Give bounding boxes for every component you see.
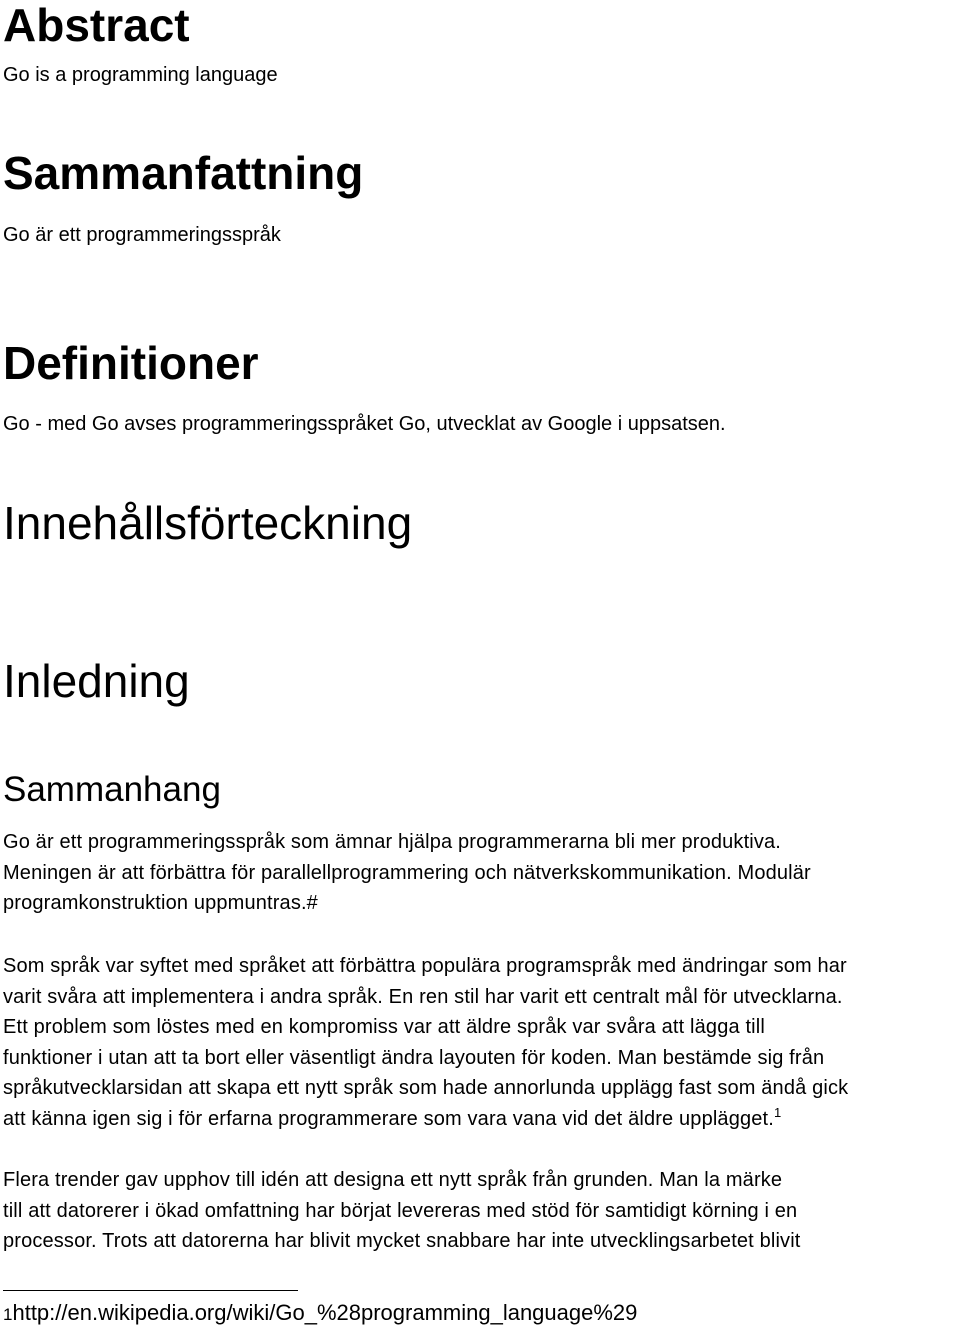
- footnote-reference[interactable]: 1: [773, 1104, 782, 1120]
- footnote-marker: 1: [3, 1305, 13, 1324]
- paragraph-line: att känna igen sig i för erfarna programmerare som vara vana vid det äldre upplägget.: [3, 1107, 774, 1130]
- paragraph-line: Ett problem som löstes med en kompromiss var att äldre språk var svåra att lägga till: [3, 1016, 765, 1038]
- definitioner-heading: Definitioner: [3, 337, 259, 389]
- sammanfattning-text: Go är ett programmeringsspråk: [3, 224, 281, 246]
- sammanhang-paragraph-3: [3, 1165, 958, 1257]
- inledning-heading: Inledning: [3, 655, 190, 707]
- sammanhang-heading: Sammanhang: [3, 770, 221, 809]
- paragraph-line: till att datorerer i ökad omfattning har börjat levereras med stöd för samtidigt körning i en: [3, 1199, 798, 1222]
- sammanhang-paragraph-1: [3, 827, 958, 919]
- toc-heading: Innehållsförteckning: [3, 497, 413, 549]
- sammanhang-paragraph-2: [3, 951, 958, 1134]
- paragraph-line: varit svåra att implementera i andra språk. En ren stil har varit ett centralt mål för utvecklarna.: [3, 985, 843, 1008]
- sammanfattning-heading: Sammanfattning: [3, 147, 364, 199]
- abstract-text: Go is a programming language: [3, 64, 278, 86]
- paragraph-line: Som språk var syftet med språket att förbättra populära programspråk med ändringar som har: [3, 955, 847, 977]
- paragraph-line: språkutvecklarsidan att skapa ett nytt språk som hade annorlunda upplägg fast som ändå gick: [3, 1077, 849, 1099]
- abstract-heading: Abstract: [3, 0, 190, 51]
- paragraph-line: Meningen är att förbättra för parallellprogrammering och nätverkskommunikation. Modulär: [3, 861, 811, 884]
- paragraph-line: processor. Trots att datorerna har blivit mycket snabbare har inte utvecklingsarbetet blivit: [3, 1230, 801, 1252]
- footnote-url[interactable]: http://en.wikipedia.org/wiki/Go_%28programming_language%29: [12, 1300, 638, 1325]
- paragraph-line: Go är ett programmeringsspråk som ämnar hjälpa programmerarna bli mer produktiva.: [3, 831, 782, 853]
- paragraph-line: Flera trender gav upphov till idén att designa ett nytt språk från grunden. Man la märke: [3, 1169, 783, 1191]
- definitioner-text: Go - med Go avses programmeringsspråket Go, utvecklat av Google i uppsatsen.: [3, 413, 726, 435]
- paragraph-line: funktioner i utan att ta bort eller väsentligt ändra layouten för koden. Man bestämde sig från: [3, 1046, 825, 1069]
- paragraph-line-with-footnote: [3, 1104, 958, 1135]
- paragraph-line: programkonstruktion uppmuntras.#: [3, 892, 318, 914]
- footnote-separator: [3, 1290, 298, 1291]
- footnote: [3, 1302, 637, 1324]
